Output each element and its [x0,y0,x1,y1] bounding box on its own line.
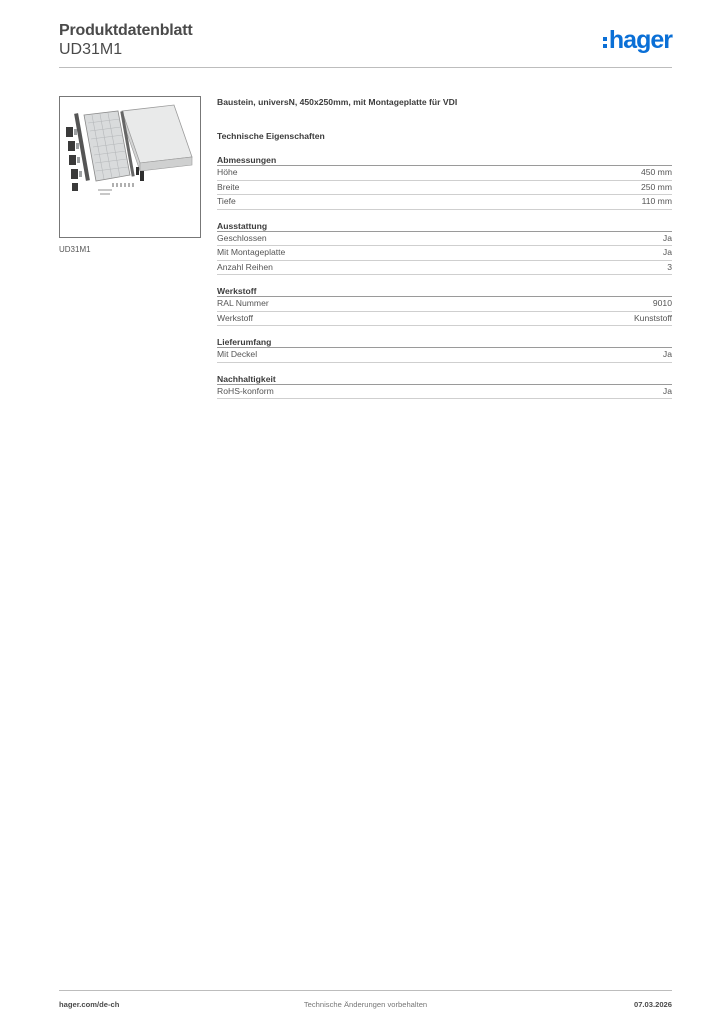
section-title: Nachhaltigkeit [217,373,672,385]
page-footer [59,990,672,1010]
footer-date: 07.03.2026 [633,1000,672,1009]
section-title: Abmessungen [217,154,672,166]
footer-website-link[interactable]: hager.com/de-ch [59,1000,120,1009]
row-label: Tiefe [217,196,236,206]
row-label: Anzahl Reihen [217,261,273,272]
product-code: UD31M1 [59,41,123,58]
table-row [217,348,672,363]
footer-disclaimer: Technische Änderungen vorbehalten [303,1000,428,1009]
logo-dots-icon [603,37,607,48]
row-value: Ja [662,385,672,396]
row-value: 250 mm [640,181,672,192]
table-row [217,181,672,196]
section-sustainability [217,373,672,400]
row-label: Geschlossen [217,232,267,243]
row-label: Breite [217,181,240,192]
table-row [217,246,672,261]
table-row [217,312,672,327]
row-label: Höhe [217,167,238,177]
table-row [217,195,672,210]
section-dimensions [217,154,672,210]
section-title: Ausstattung [217,220,672,232]
section-scope-of-delivery [217,336,672,363]
row-value: 9010 [652,298,672,308]
row-label: RoHS-konform [217,385,274,396]
row-value: 110 mm [641,196,672,206]
photo-caption: UD31M1 [59,245,91,254]
product-description: Baustein, universN, 450x250mm, mit Montageplatte für VDI [217,97,458,107]
section-title: Lieferumfang [217,336,672,348]
row-value: Ja [662,247,672,257]
product-details [217,96,672,399]
row-label: Mit Deckel [217,349,258,359]
page-header [59,20,672,68]
row-value: Ja [662,232,672,243]
product-photo-icon [60,97,200,237]
product-photo [59,96,201,238]
table-row [217,166,672,181]
row-label: RAL Nummer [217,298,269,308]
hager-logo [603,25,672,55]
row-value: 3 [667,261,672,272]
table-row [217,232,672,247]
table-row [217,297,672,312]
section-title: Werkstoff [217,285,672,297]
section-equipment [217,220,672,276]
document-title: Produktdatenblatt [59,22,193,39]
table-row [217,261,672,276]
row-label: Mit Montageplatte [217,247,286,257]
logo-text: hager [608,25,672,54]
tech-properties-heading: Technische Eigenschaften [217,131,325,141]
row-label: Werkstoff [217,312,253,323]
table-row [217,385,672,400]
row-value: Kunststoff [633,312,672,323]
section-material [217,285,672,326]
row-value: 450 mm [640,167,672,177]
row-value: Ja [662,349,672,359]
